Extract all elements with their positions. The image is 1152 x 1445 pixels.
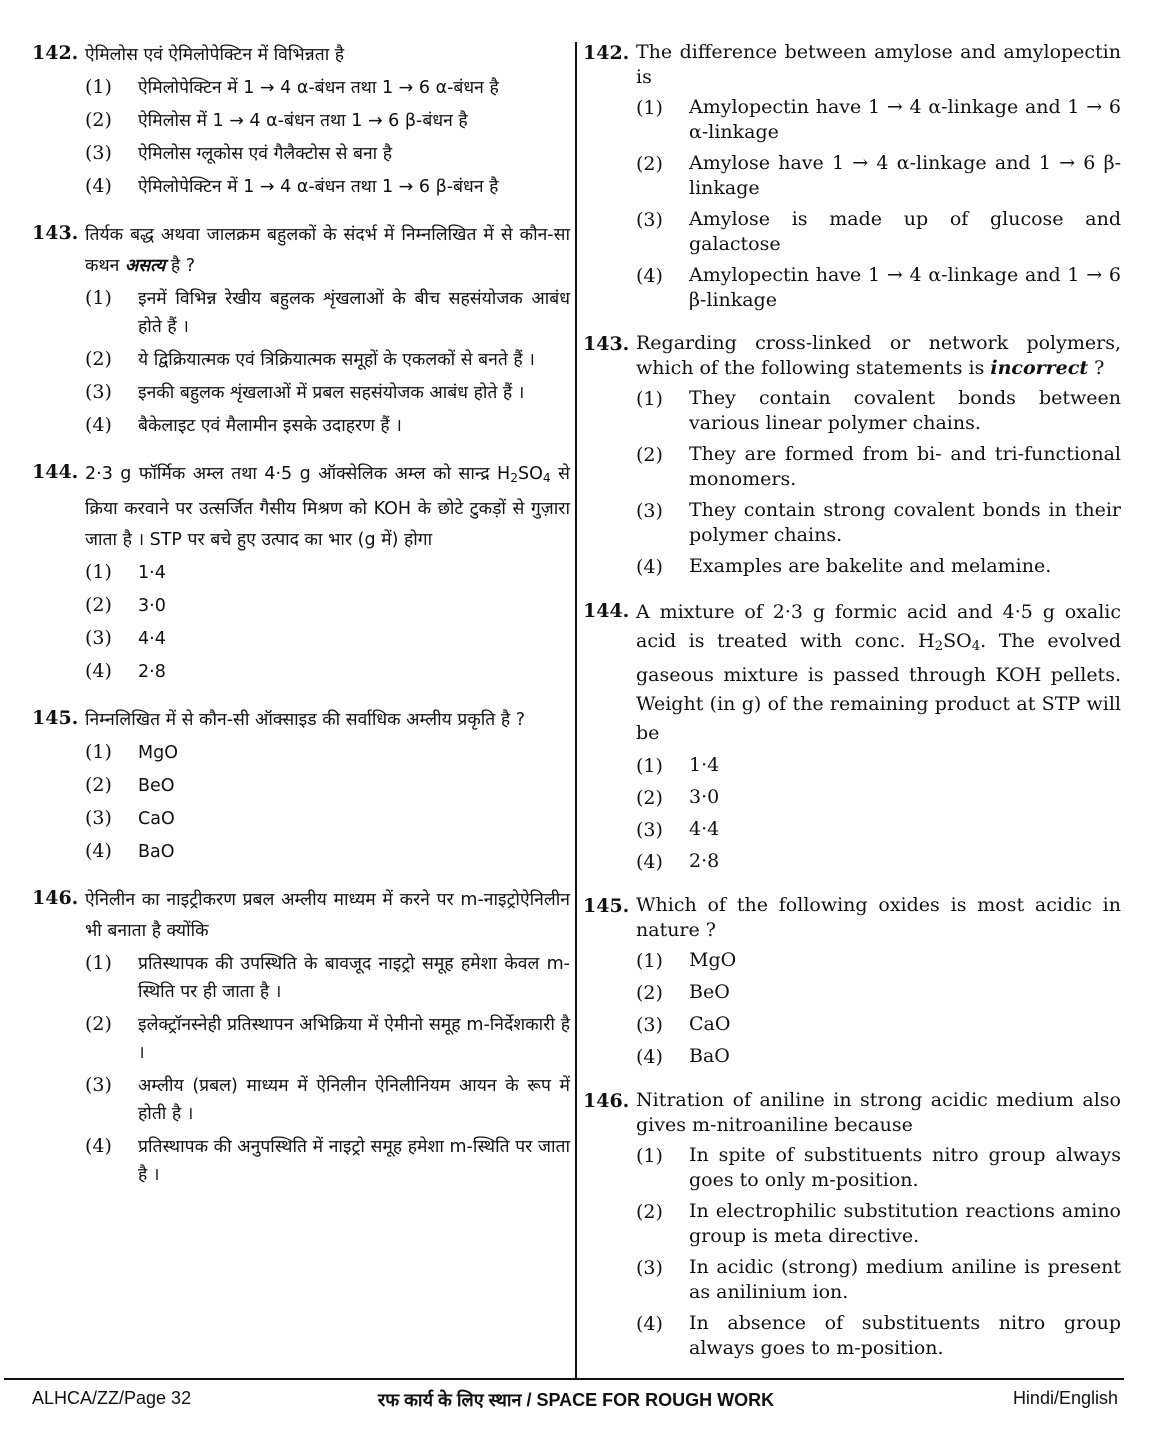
option: (1) MgO — [636, 949, 737, 972]
option: (3) Amylose is made up of glucose and galactose — [636, 208, 1121, 255]
option: (1) 1·4 — [636, 754, 720, 777]
question-number: 146. — [32, 887, 79, 909]
option: (1) इनमें विभिन्न रेखीय बहुलक शृंखलाओं के बीच सहसंयोजक आबंध होते हैं । — [85, 287, 570, 337]
option: (4) प्रतिस्थापक की अनुपस्थिति में नाइट्रो समूह हमेशा m-स्थिति पर जाता है । — [85, 1135, 570, 1185]
option: (4) 2·8 — [636, 850, 720, 873]
question-number: 145. — [32, 707, 79, 729]
option: (3) 4·4 — [85, 627, 166, 649]
question-146-hi — [32, 885, 570, 1194]
option: (2) Amylose have 1 → 4 α-linkage and 1 → 6 β-linkage — [636, 152, 1121, 199]
question-144-en — [583, 598, 1121, 881]
question-number: 145. — [583, 895, 630, 917]
language-label: Hindi/English — [1012, 1388, 1118, 1408]
option: (4) ऐमिलोपेक्टिन में 1 → 4 α-बंधन तथा 1 → 6 β-बंधन है — [85, 175, 499, 197]
question-145-hi — [32, 705, 570, 871]
option: (2) In electrophilic substitution reactions amino group is meta directive. — [636, 1200, 1121, 1247]
question-stem: Regarding cross-linked or network polymers, which of the following statements is incorrect ? — [636, 332, 1121, 379]
option: (3) अम्लीय (प्रबल) माध्यम में ऐनिलीन ऐनिलीनियम आयन के रूप में होती है । — [85, 1074, 570, 1124]
option: (3) 4·4 — [636, 818, 720, 841]
hindi-column — [32, 40, 570, 1208]
english-column — [583, 40, 1121, 1379]
question-stem: ऐमिलोस एवं ऐमिलोपेक्टिन में विभिन्नता है — [85, 45, 345, 65]
footer-rule — [4, 1378, 1124, 1380]
question-stem: ऐनिलीन का नाइट्रीकरण प्रबल अम्लीय माध्यम में करने पर m-नाइट्रोऐनिलीन भी बनाता है क्योंकि — [85, 890, 570, 941]
option: (4) Examples are bakelite and melamine. — [636, 555, 1052, 578]
option: (4) 2·8 — [85, 660, 166, 682]
option: (2) ये द्विक्रियात्मक एवं त्रिक्रियात्मक समूहों के एकलकों से बनते हैं । — [85, 348, 535, 370]
option: (3) They contain strong covalent bonds in their polymer chains. — [636, 499, 1121, 546]
option: (2) इलेक्ट्रॉनस्नेही प्रतिस्थापन अभिक्रिया में ऐमीनो समूह m-निर्देशकारी है । — [85, 1013, 570, 1063]
option: (4) BaO — [636, 1045, 730, 1068]
page-code: ALHCA/ZZ/Page 32 — [32, 1388, 192, 1408]
question-stem: Which of the following oxides is most acidic in nature ? — [636, 894, 1121, 941]
question-number: 144. — [32, 461, 79, 483]
option: (4) Amylopectin have 1 → 4 α-linkage and 1 → 6 β-linkage — [636, 264, 1121, 311]
option: (4) In absence of substituents nitro group always goes to m-position. — [636, 1312, 1121, 1359]
question-number: 144. — [583, 600, 630, 622]
column-divider — [575, 42, 577, 1378]
question-stem: तिर्यक बद्ध अथवा जालक्रम बहुलकों के संदर्भ में निम्नलिखित में से कौन-सा कथन असत्य है ? — [85, 225, 570, 276]
option: (2) 3·0 — [636, 786, 720, 809]
option: (2) ऐमिलोस में 1 → 4 α-बंधन तथा 1 → 6 β-बंधन है — [85, 109, 468, 131]
option: (3) CaO — [636, 1013, 731, 1036]
option: (2) BeO — [85, 774, 175, 796]
question-stem: The difference between amylose and amylopectin is — [636, 41, 1121, 88]
option: (1) Amylopectin have 1 → 4 α-linkage and 1 → 6 α-linkage — [636, 96, 1121, 143]
option: (3) In acidic (strong) medium aniline is present as anilinium ion. — [636, 1256, 1121, 1303]
option: (1) ऐमिलोपेक्टिन में 1 → 4 α-बंधन तथा 1 → 6 α-बंधन है — [85, 76, 499, 98]
question-stem: Nitration of aniline in strong acidic medium also gives m-nitroaniline because — [636, 1089, 1121, 1136]
option: (1) MgO — [85, 741, 178, 763]
question-146-en — [583, 1088, 1121, 1367]
question-stem: 2·3 g फॉर्मिक अम्ल तथा 4·5 g ऑक्सेलिक अम्ल को सान्द्र $H_2SO_4$ से क्रिया करवाने पर उत्सर्जित गैसीय मिश्रण को KOH के छोटे टुकड़ों से गुज़ारा जाता है । STP पर बचे हुए उत्पाद का भार (g में) होगा — [85, 464, 571, 550]
question-number: 142. — [32, 42, 79, 64]
question-stem: निम्नलिखित में से कौन-सी ऑक्साइड की सर्वाधिक अम्लीय प्रकृति है ? — [85, 710, 525, 730]
question-number: 143. — [583, 333, 630, 355]
question-number: 143. — [32, 222, 79, 244]
option: (1) In spite of substituents nitro group always goes to only m-position. — [636, 1144, 1121, 1191]
option: (3) CaO — [85, 807, 175, 829]
question-145-en — [583, 893, 1121, 1076]
option: (4) BaO — [85, 840, 175, 862]
question-142-en — [583, 40, 1121, 319]
rough-work-label: रफ कार्य के लिए स्थान / SPACE FOR ROUGH WORK — [377, 1390, 775, 1410]
option: (4) बैकेलाइट एवं मैलामीन इसके उदाहरण हैं । — [85, 414, 402, 436]
question-number: 146. — [583, 1090, 630, 1112]
question-stem: A mixture of 2·3 g formic acid and 4·5 g oxalic acid is treated with conc. $H_2SO_4$. The evolved gaseous mixture is passed through KOH pellets. Weight (in g) of the remaining product at STP will be — [636, 601, 1121, 744]
question-number: 142. — [583, 42, 630, 64]
option: (1) प्रतिस्थापक की उपस्थिति के बावजूद नाइट्रो समूह हमेशा केवल m-स्थिति पर ही जाता है । — [85, 952, 570, 1002]
option: (3) ऐमिलोस ग्लूकोस एवं गैलैक्टोस से बना है — [85, 142, 393, 164]
option: (1) 1·4 — [85, 561, 166, 583]
option: (1) They contain covalent bonds between various linear polymer chains. — [636, 387, 1121, 434]
option: (3) इनकी बहुलक शृंखलाओं में प्रबल सहसंयोजक आबंध होते हैं । — [85, 381, 525, 403]
question-143-en — [583, 331, 1121, 586]
question-143-hi — [32, 220, 570, 445]
emphasis: असत्य — [124, 256, 166, 276]
option: (2) BeO — [636, 981, 730, 1004]
question-142-hi — [32, 40, 570, 206]
option: (2) 3·0 — [85, 594, 166, 616]
emphasis: incorrect — [990, 357, 1089, 379]
option: (2) They are formed from bi- and tri-functional monomers. — [636, 443, 1121, 490]
question-144-hi — [32, 459, 570, 691]
